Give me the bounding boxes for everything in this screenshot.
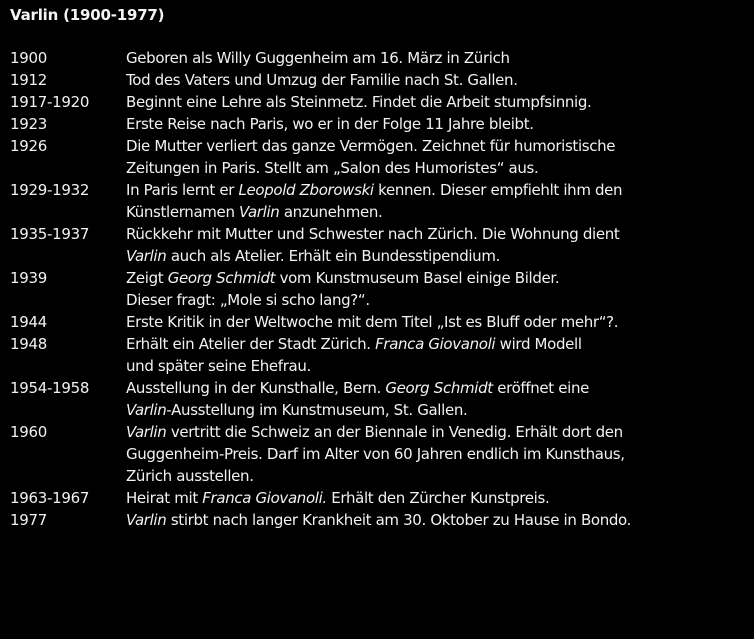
text-segment: Erste Reise nach Paris, wo er in der Folge 11 Jahre bleibt. xyxy=(126,115,534,133)
description-line xyxy=(126,135,750,157)
page-title: Varlin (1900-1977) xyxy=(10,6,165,24)
description-line xyxy=(126,421,750,443)
text-segment: Tod des Vaters und Umzug der Familie nach St. Gallen. xyxy=(126,71,518,89)
text-segment: vom Kunstmuseum Basel einige Bilder. xyxy=(275,269,560,287)
description-line xyxy=(126,157,750,179)
timeline-description xyxy=(126,91,750,113)
text-segment: Heirat mit xyxy=(126,489,203,507)
text-segment: Geboren als Willy Guggenheim am 16. März in Zürich xyxy=(126,49,510,67)
timeline-entry xyxy=(10,267,750,311)
timeline-year: 1954-1958 xyxy=(10,379,90,397)
timeline-entry xyxy=(10,333,750,377)
description-line xyxy=(126,377,750,399)
timeline-year: 1960 xyxy=(10,423,47,441)
emphasized-name: Varlin xyxy=(239,203,280,221)
timeline-entry xyxy=(10,311,750,333)
text-segment: Zeigt xyxy=(126,269,168,287)
timeline-entry xyxy=(10,509,750,531)
description-line xyxy=(126,399,750,421)
timeline-year: 1912 xyxy=(10,71,47,89)
timeline-year: 1963-1967 xyxy=(10,489,90,507)
timeline-entry xyxy=(10,47,750,69)
timeline-entry xyxy=(10,223,750,267)
description-line xyxy=(126,223,750,245)
timeline-entry xyxy=(10,377,750,421)
emphasized-name: Georg Schmidt xyxy=(167,269,276,287)
text-segment: Erste Kritik in der Weltwoche mit dem Titel „Ist es Bluff oder mehr“?. xyxy=(126,313,619,331)
text-segment: Zeitungen in Paris. Stellt am „Salon des Humoristes“ aus. xyxy=(126,159,539,177)
text-segment: kennen. Dieser empfiehlt ihm den xyxy=(373,181,623,199)
text-segment: auch als Atelier. Erhält ein Bundesstipendium. xyxy=(166,247,501,265)
description-line xyxy=(126,201,750,223)
emphasized-name: Georg Schmidt xyxy=(385,379,493,397)
timeline-year: 1944 xyxy=(10,313,47,331)
timeline-year: 1929-1932 xyxy=(10,181,90,199)
description-line xyxy=(126,311,750,333)
timeline-list xyxy=(10,47,750,531)
text-segment: eröffnet eine xyxy=(492,379,589,397)
timeline-description xyxy=(126,509,750,531)
timeline-description xyxy=(126,421,750,487)
timeline-year: 1900 xyxy=(10,49,47,67)
timeline-entry xyxy=(10,421,750,487)
timeline-entry xyxy=(10,135,750,179)
emphasized-name: Varlin xyxy=(126,401,167,419)
timeline-description xyxy=(126,487,750,509)
text-segment: Dieser fragt: „Mole si scho lang?“. xyxy=(126,291,370,309)
timeline-description xyxy=(126,267,750,311)
description-line xyxy=(126,179,750,201)
emphasized-name: Leopold Zborowski xyxy=(238,181,374,199)
text-segment: und später seine Ehefrau. xyxy=(126,357,311,375)
text-segment: vertritt die Schweiz an der Biennale in Venedig. Erhält dort den xyxy=(166,423,623,441)
timeline-year: 1917-1920 xyxy=(10,93,90,111)
timeline-entry xyxy=(10,91,750,113)
description-line xyxy=(126,333,750,355)
description-line xyxy=(126,267,750,289)
timeline-year: 1926 xyxy=(10,137,47,155)
description-line xyxy=(126,509,750,531)
timeline-description xyxy=(126,333,750,377)
description-line xyxy=(126,245,750,267)
description-line xyxy=(126,487,750,509)
text-segment: Erhält den Zürcher Kunstpreis. xyxy=(326,489,550,507)
timeline-description xyxy=(126,113,750,135)
timeline-description xyxy=(126,223,750,267)
description-line xyxy=(126,47,750,69)
timeline-year: 1948 xyxy=(10,335,47,353)
timeline-description xyxy=(126,179,750,223)
timeline-year: 1939 xyxy=(10,269,47,287)
emphasized-name: Varlin xyxy=(126,511,167,529)
description-line xyxy=(126,69,750,91)
text-segment: Erhält ein Atelier der Stadt Zürich. xyxy=(126,335,376,353)
text-segment: stirbt nach langer Krankheit am 30. Oktober zu Hause in Bondo. xyxy=(166,511,632,529)
timeline-entry xyxy=(10,113,750,135)
timeline-description xyxy=(126,47,750,69)
timeline-description xyxy=(126,69,750,91)
timeline-description xyxy=(126,311,750,333)
timeline-year: 1935-1937 xyxy=(10,225,90,243)
text-segment: Rückkehr mit Mutter und Schwester nach Zürich. Die Wohnung dient xyxy=(126,225,620,243)
description-line xyxy=(126,443,750,465)
timeline-description xyxy=(126,135,750,179)
text-segment: anzunehmen. xyxy=(279,203,383,221)
text-segment: Zürich ausstellen. xyxy=(126,467,254,485)
text-segment: Ausstellung in der Kunsthalle, Bern. xyxy=(126,379,386,397)
description-line xyxy=(126,91,750,113)
timeline-year: 1977 xyxy=(10,511,47,529)
emphasized-name: Varlin xyxy=(126,247,167,265)
description-line xyxy=(126,465,750,487)
text-segment: Beginnt eine Lehre als Steinmetz. Findet die Arbeit stumpfsinnig. xyxy=(126,93,592,111)
emphasized-name: Varlin xyxy=(126,423,167,441)
description-line xyxy=(126,289,750,311)
timeline-entry xyxy=(10,487,750,509)
timeline-year: 1923 xyxy=(10,115,47,133)
timeline-description xyxy=(126,377,750,421)
text-segment: -Ausstellung im Kunstmuseum, St. Gallen. xyxy=(166,401,468,419)
emphasized-name: Franca Giovanoli xyxy=(375,335,496,353)
text-segment: wird Modell xyxy=(495,335,582,353)
description-line xyxy=(126,113,750,135)
description-line xyxy=(126,355,750,377)
text-segment: Die Mutter verliert das ganze Vermögen. Zeichnet für humoristische xyxy=(126,137,616,155)
emphasized-name: Franca Giovanoli. xyxy=(202,489,327,507)
text-segment: Künstlernamen xyxy=(126,203,240,221)
timeline-entry xyxy=(10,69,750,91)
text-segment: In Paris lernt er xyxy=(126,181,239,199)
text-segment: Guggenheim-Preis. Darf im Alter von 60 Jahren endlich im Kunsthaus, xyxy=(126,445,625,463)
timeline-entry xyxy=(10,179,750,223)
